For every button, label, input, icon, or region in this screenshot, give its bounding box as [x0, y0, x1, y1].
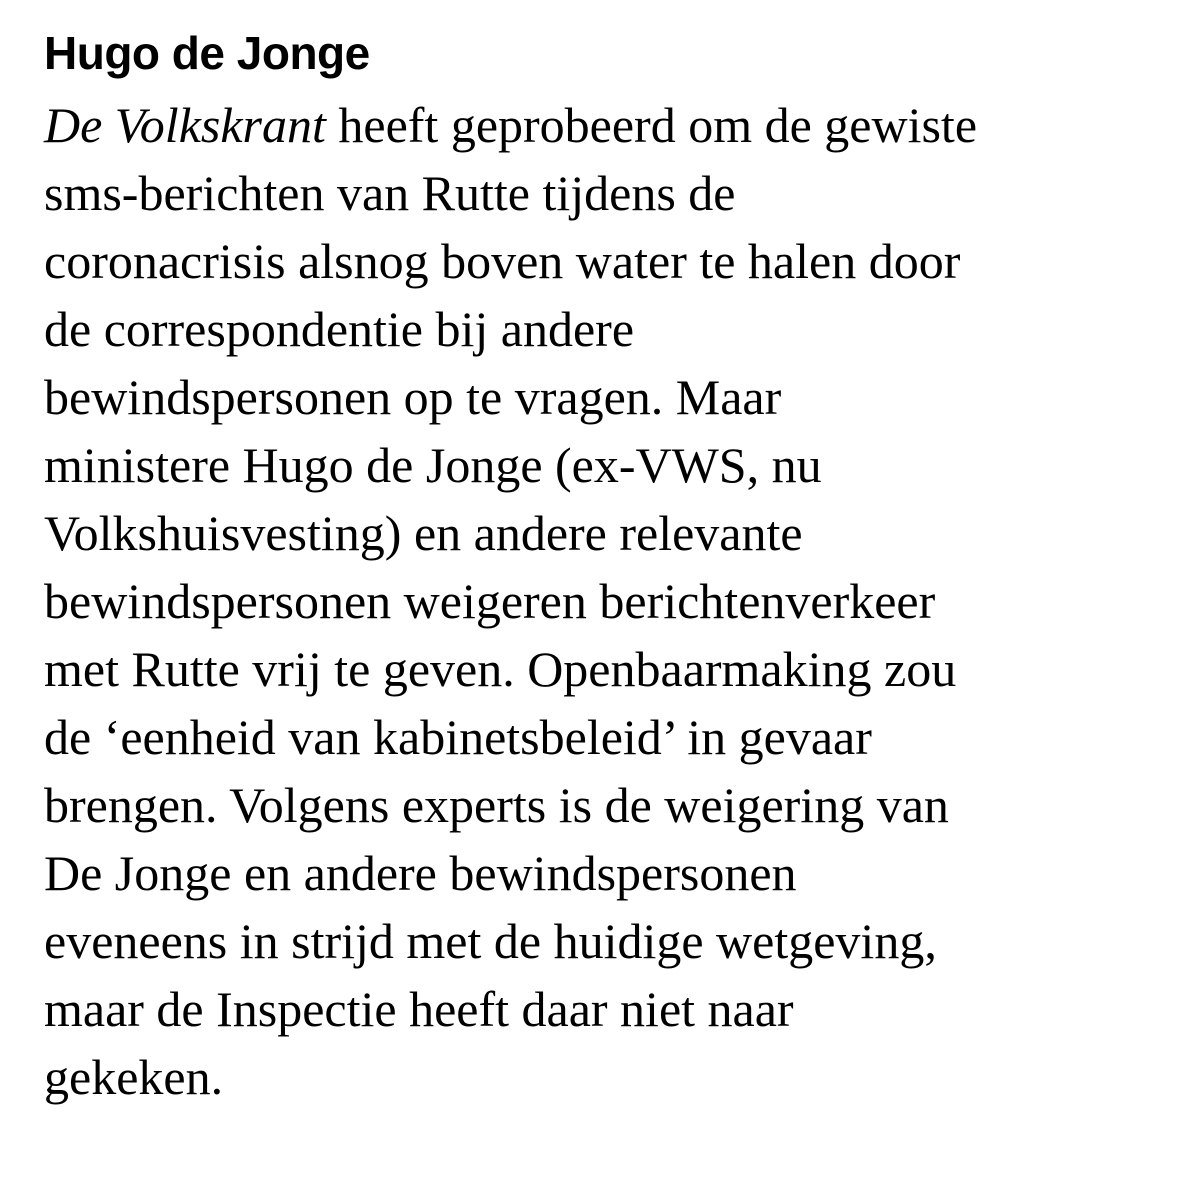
body-line: brengen. Volgens experts is de weigering van — [44, 777, 949, 833]
body-line: maar de Inspectie heeft daar niet naar — [44, 981, 794, 1037]
body-line: bewindspersonen weigeren berichtenverkeer — [44, 573, 936, 629]
body-line: met Rutte vrij te geven. Openbaarmaking zou — [44, 641, 957, 697]
body-line: de correspondentie bij andere — [44, 301, 635, 357]
body-line-text: heeft geprobeerd om de gewiste — [325, 97, 978, 153]
body-line: sms-berichten van Rutte tijdens de — [44, 165, 736, 221]
body-line: ministere Hugo de Jonge (ex-VWS, nu — [44, 437, 822, 493]
article-heading: Hugo de Jonge — [44, 27, 370, 79]
body-line: eveneens in strijd met de huidige wetgeving, — [44, 913, 937, 969]
body-line: de ‘eenheid van kabinetsbeleid’ in gevaar — [44, 709, 872, 765]
body-line: bewindspersonen op te vragen. Maar — [44, 369, 782, 425]
body-line: Volkshuisvesting) en andere relevante — [44, 505, 803, 561]
article-body — [44, 86, 1184, 1111]
body-line: De Jonge en andere bewindspersonen — [44, 845, 797, 901]
body-line: gekeken. — [44, 1049, 224, 1105]
article — [44, 20, 1184, 1111]
publication-name: De Volkskrant — [44, 97, 326, 153]
body-line — [44, 91, 1184, 159]
body-line: coronacrisis alsnog boven water te halen door — [44, 233, 961, 289]
